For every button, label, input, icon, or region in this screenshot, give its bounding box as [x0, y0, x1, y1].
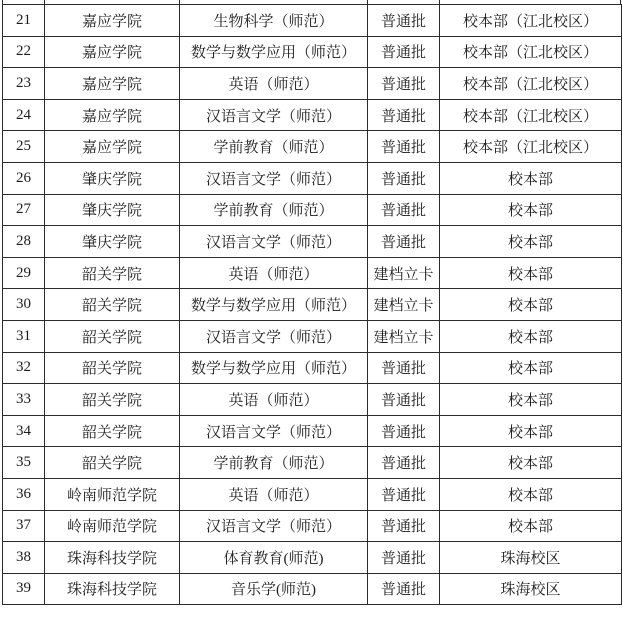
cell-major-name: 学前教育（师范）: [180, 447, 368, 479]
cell-row-number: 26: [3, 162, 45, 194]
table-row: [3, 320, 622, 352]
cell-major-name: 数学与数学应用（师范）: [180, 289, 368, 321]
cell-major-name: 汉语言文学（师范）: [180, 415, 368, 447]
cell-campus-location: 校本部: [440, 415, 622, 447]
cell-campus-location: 校本部: [440, 226, 622, 258]
cell-row-number: 36: [3, 478, 45, 510]
cell-campus-location: 校本部（江北校区）: [440, 5, 622, 37]
cell-row-number: 39: [3, 573, 45, 605]
cell-row-number: 27: [3, 194, 45, 226]
cell-college-name: 嘉应学院: [45, 68, 180, 100]
cell-campus-location: 校本部（江北校区）: [440, 68, 622, 100]
table-row: [3, 36, 622, 68]
cell-major-name: 数学与数学应用（师范）: [180, 352, 368, 384]
fragment-cell: [439, 0, 621, 4]
cell-admission-batch: 普通批: [368, 68, 440, 100]
cell-campus-location: 校本部（江北校区）: [440, 131, 622, 163]
cell-college-name: 嘉应学院: [45, 5, 180, 37]
fragment-cell: [179, 0, 367, 4]
table-row: [3, 68, 622, 100]
cell-college-name: 肇庆学院: [45, 194, 180, 226]
cell-major-name: 生物科学（师范）: [180, 5, 368, 37]
cell-campus-location: 校本部: [440, 384, 622, 416]
cell-campus-location: 校本部: [440, 289, 622, 321]
cell-row-number: 37: [3, 510, 45, 542]
cell-admission-batch: 普通批: [368, 384, 440, 416]
cell-major-name: 体育教育(师范): [180, 542, 368, 574]
cell-campus-location: 校本部: [440, 162, 622, 194]
cell-admission-batch: 普通批: [368, 226, 440, 258]
cell-row-number: 33: [3, 384, 45, 416]
cell-major-name: 学前教育（师范）: [180, 194, 368, 226]
cell-major-name: 英语（师范）: [180, 257, 368, 289]
cell-major-name: 汉语言文学（师范）: [180, 510, 368, 542]
cell-major-name: 数学与数学应用（师范）: [180, 36, 368, 68]
cell-admission-batch: 建档立卡: [368, 257, 440, 289]
cell-row-number: 21: [3, 5, 45, 37]
cell-campus-location: 校本部: [440, 510, 622, 542]
cell-college-name: 嘉应学院: [45, 99, 180, 131]
fragment-cell: [2, 0, 44, 4]
cell-major-name: 学前教育（师范）: [180, 131, 368, 163]
cell-admission-batch: 普通批: [368, 162, 440, 194]
table-row: [3, 162, 622, 194]
cell-row-number: 29: [3, 257, 45, 289]
table-row: [3, 99, 622, 131]
cell-row-number: 35: [3, 447, 45, 479]
cell-campus-location: 校本部: [440, 257, 622, 289]
cell-college-name: 珠海科技学院: [45, 542, 180, 574]
cell-major-name: 汉语言文学（师范）: [180, 162, 368, 194]
cell-campus-location: 珠海校区: [440, 542, 622, 574]
cell-admission-batch: 普通批: [368, 415, 440, 447]
admission-plan-table: [2, 4, 622, 605]
cell-college-name: 珠海科技学院: [45, 573, 180, 605]
cell-college-name: 肇庆学院: [45, 162, 180, 194]
cell-college-name: 嘉应学院: [45, 131, 180, 163]
table-row: [3, 542, 622, 574]
cell-admission-batch: 普通批: [368, 5, 440, 37]
cell-row-number: 32: [3, 352, 45, 384]
table-row: [3, 352, 622, 384]
cell-college-name: 嘉应学院: [45, 36, 180, 68]
cell-campus-location: 校本部（江北校区）: [440, 99, 622, 131]
fragment-cell: [44, 0, 179, 4]
fragment-cell: [367, 0, 439, 4]
cell-admission-batch: 普通批: [368, 573, 440, 605]
table-row: [3, 415, 622, 447]
table-top-edge-fragment: [2, 0, 621, 4]
cell-major-name: 英语（师范）: [180, 478, 368, 510]
cell-admission-batch: 普通批: [368, 510, 440, 542]
cell-college-name: 韶关学院: [45, 384, 180, 416]
cell-campus-location: 珠海校区: [440, 573, 622, 605]
cell-row-number: 25: [3, 131, 45, 163]
cell-college-name: 岭南师范学院: [45, 510, 180, 542]
cell-row-number: 23: [3, 68, 45, 100]
cell-college-name: 岭南师范学院: [45, 478, 180, 510]
cell-admission-batch: 普通批: [368, 478, 440, 510]
cell-admission-batch: 普通批: [368, 194, 440, 226]
table-row: [3, 384, 622, 416]
cell-campus-location: 校本部: [440, 194, 622, 226]
cell-admission-batch: 建档立卡: [368, 289, 440, 321]
cell-row-number: 24: [3, 99, 45, 131]
cell-row-number: 28: [3, 226, 45, 258]
cell-admission-batch: 普通批: [368, 447, 440, 479]
table-row: [3, 257, 622, 289]
cell-college-name: 韶关学院: [45, 352, 180, 384]
cell-major-name: 汉语言文学（师范）: [180, 226, 368, 258]
table-row: [3, 573, 622, 605]
cell-campus-location: 校本部: [440, 447, 622, 479]
cell-campus-location: 校本部: [440, 478, 622, 510]
table-row: [3, 510, 622, 542]
cell-major-name: 英语（师范）: [180, 68, 368, 100]
cell-college-name: 韶关学院: [45, 447, 180, 479]
table-row: [3, 226, 622, 258]
cell-row-number: 38: [3, 542, 45, 574]
cell-major-name: 音乐学(师范): [180, 573, 368, 605]
cell-college-name: 韶关学院: [45, 320, 180, 352]
cell-admission-batch: 普通批: [368, 131, 440, 163]
cell-major-name: 英语（师范）: [180, 384, 368, 416]
cell-college-name: 肇庆学院: [45, 226, 180, 258]
cell-admission-batch: 建档立卡: [368, 320, 440, 352]
cell-college-name: 韶关学院: [45, 289, 180, 321]
table-row: [3, 131, 622, 163]
cell-major-name: 汉语言文学（师范）: [180, 320, 368, 352]
cell-row-number: 22: [3, 36, 45, 68]
table-row: [3, 478, 622, 510]
cell-campus-location: 校本部: [440, 352, 622, 384]
cell-row-number: 30: [3, 289, 45, 321]
cell-major-name: 汉语言文学（师范）: [180, 99, 368, 131]
cell-admission-batch: 普通批: [368, 352, 440, 384]
cell-row-number: 31: [3, 320, 45, 352]
table-row: [3, 289, 622, 321]
table-body: [3, 5, 622, 605]
cell-campus-location: 校本部: [440, 320, 622, 352]
cell-college-name: 韶关学院: [45, 257, 180, 289]
cell-college-name: 韶关学院: [45, 415, 180, 447]
cell-campus-location: 校本部（江北校区）: [440, 36, 622, 68]
cell-admission-batch: 普通批: [368, 542, 440, 574]
cell-admission-batch: 普通批: [368, 99, 440, 131]
cell-row-number: 34: [3, 415, 45, 447]
table-row: [3, 447, 622, 479]
cell-admission-batch: 普通批: [368, 36, 440, 68]
table-row: [3, 194, 622, 226]
table-row: [3, 5, 622, 37]
